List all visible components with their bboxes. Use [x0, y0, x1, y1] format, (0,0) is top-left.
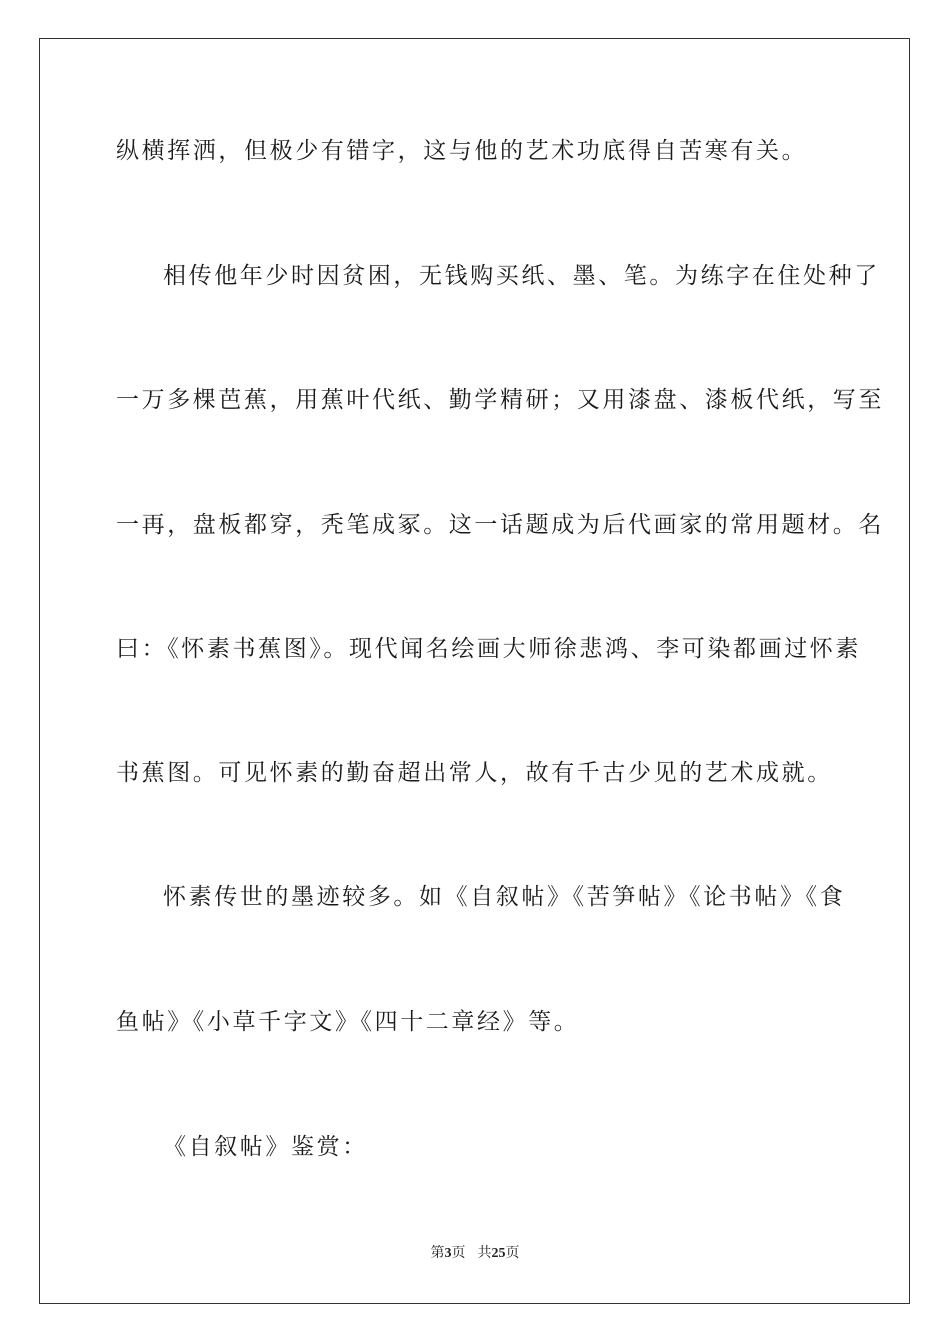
footer-page-current: 3 — [444, 1246, 452, 1261]
text-line-5: 曰：《怀素书蕉图》。现代闻名绘画大师徐悲鸿、李可染都画过怀素 — [116, 636, 861, 662]
text-line-8: 鱼帖》《小草千字文》《四十二章经》等。 — [116, 1009, 580, 1035]
page-border — [39, 38, 910, 1304]
text-line-4: 一再，盘板都穿，秃笔成冢。这一话题成为后代画家的常用题材。名 — [116, 512, 884, 538]
footer-page-prefix: 第 — [430, 1246, 445, 1261]
footer-page-total: 25 — [491, 1246, 506, 1261]
footer-total-prefix: 共 — [477, 1246, 492, 1261]
text-line-1: 纵横挥洒，但极少有错字，这与他的艺术功底得自苦寒有关。 — [116, 138, 808, 164]
footer-page-suffix: 页 — [451, 1246, 466, 1261]
footer-total-suffix: 页 — [505, 1246, 520, 1261]
text-line-2: 相传他年少时因贫困，无钱购买纸、墨、笔。为练字在住处种了 — [163, 263, 880, 289]
text-line-3: 一万多棵芭蕉，用蕉叶代纸、勤学精研；又用漆盘、漆板代纸，写至 — [116, 387, 884, 413]
text-line-9: 《自叙帖》鉴赏： — [163, 1134, 368, 1160]
text-line-6: 书蕉图。可见怀素的勤奋超出常人，故有千古少见的艺术成就。 — [116, 760, 833, 786]
text-line-7: 怀素传世的墨迹较多。如《自叙帖》《苦笋帖》《论书帖》《食 — [163, 884, 846, 910]
page-footer — [0, 1245, 950, 1263]
